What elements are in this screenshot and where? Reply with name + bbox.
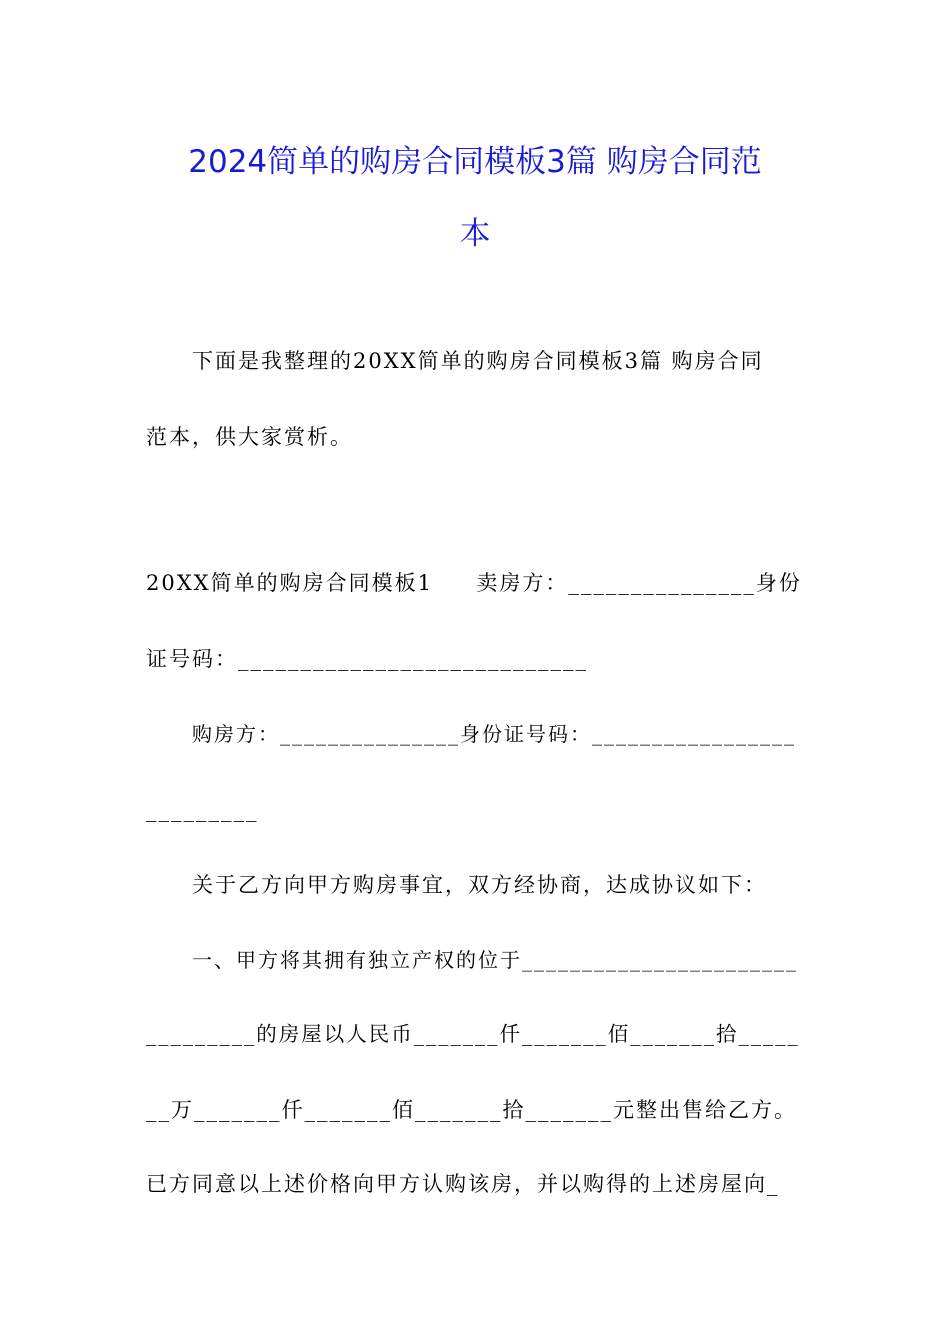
- clause-1-line-1: 一、甲方将其拥有独立产权的位于_______________________: [192, 948, 798, 972]
- buyer-id-continuation: _________: [146, 798, 259, 822]
- intro-line-1: 下面是我整理的20XX简单的购房合同模板3篇 购房合同: [192, 349, 764, 373]
- intro-line-2: 范本，供大家赏析。: [146, 425, 353, 449]
- clause-1-line-3: __万_______仟_______佰_______拾_______元整出售给乙方。: [146, 1098, 797, 1122]
- clause-1-line-2: _________的房屋以人民币_______仟_______佰_______拾_____: [146, 1022, 800, 1046]
- document-title-line-1: 2024简单的购房合同模板3篇 购房合同范: [188, 144, 762, 180]
- buyer-line: 购房方：_______________身份证号码：_________________: [192, 722, 796, 746]
- document-title-line-2: 本: [459, 216, 491, 252]
- clause-1-line-4: 已方同意以上述价格向甲方认购该房，并以购得的上述房屋向_: [146, 1172, 780, 1196]
- seller-id-line: 证号码：____________________________: [146, 647, 588, 671]
- contract-heading-line: 20XX简单的购房合同模板1 卖房方：_______________身份: [146, 571, 802, 595]
- agreement-intro: 关于乙方向甲方购房事宜，双方经协商，达成协议如下：: [192, 873, 767, 897]
